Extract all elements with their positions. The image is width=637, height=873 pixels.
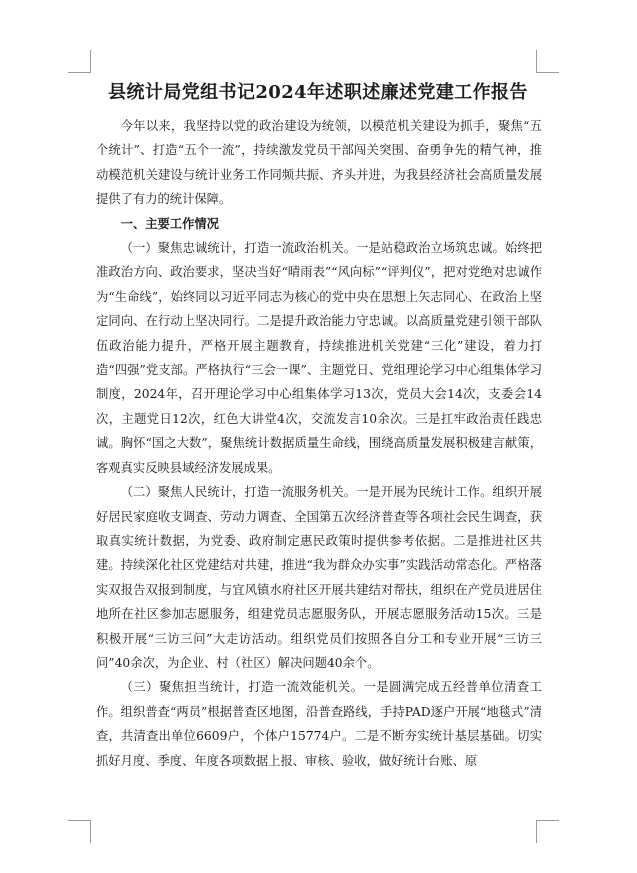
- paragraph-service-organ: （二）聚焦人民统计，打造一流服务机关。一是开展为民统计工作。组织开展好居民家庭收支调查、劳动力调查、全国第五次经济普查等各项社会民生调查，获取真实统计数据，为党委、政府制定惠民政策时提供参考依据。二是推进社区共建。持续深化社区党建结对共建，推进“我为群众办实事”实践活动常态化。严格落实双报告双报到制度，与宜风镇水府社区开展共建结对帮扶，组织在产党员进居住地所在社区参加志愿服务，组建党员志愿服务队，开展志愿服务活动15次。三是积极开展“三访三问”大走访活动。组织党员们按照各自分工和专业开展“三访三问”40余次，为企业、村（社区）解决问题40余个。: [96, 485, 542, 670]
- document-title: 县统计局党组书记2024年述职述廉述党建工作报告: [108, 82, 528, 103]
- paragraph-political-organ: （一）聚焦忠诚统计，打造一流政治机关。一是站稳政治立场筑忠诚。始终把准政治方向、政治要求，坚决当好“晴雨表”“风向标”“评判仪”，把对党绝对忠诚作为“生命线”，始终同以习近平同志为核心的党中央在思想上矢志同心、在政治上坚定同向、在行动上坚决同行。二是提升政治能力守忠诚。以高质量党建引领干部队伍政治能力提升，严格开展主题教育，持续推进机关党建“三化”建设，着力打造“四强”党支部。严格执行“三会一课”、主题党日、党组理论学习中心组集体学习制度，2024年，召开理论学习中心组集体学习13次，党员大会14次，支委会14次，主题党日12次，红色大讲堂4次，交流发言10余次。三是扛牢政治责任践忠诚。胸怀“国之大数”，聚焦统计数据质量生命线，围绕高质量发展积极建言献策，客观真实反映县域经济发展成果。: [96, 241, 542, 475]
- crop-mark-top-right: [536, 50, 559, 73]
- crop-mark-bottom-left: [68, 820, 91, 843]
- intro-paragraph: 今年以来，我坚持以党的政治建设为统领，以模范机关建设为抓手，聚焦“五个统计”、打造“五个一流”，持续激发党员干部闯关突围、奋勇争先的精气神，推动模范机关建设与统计业务工作同频共振、齐头并进，为我县经济社会高质量发展提供了有力的统计保障。: [96, 119, 542, 207]
- section-heading: 一、主要工作情况: [120, 215, 219, 231]
- paragraph-efficiency-organ: （三）聚焦担当统计，打造一流效能机关。一是圆满完成五经普单位清查工作。组织普查“两员”根据普查区地图，沿普查路线，手持PAD逐户开展“地毯式”清查，共清查出单位6609户，个体户15774户。二是不断夯实统计基层基础。切实抓好月度、季度、年度各项数据上报、审核、验收，做好统计台账、原: [96, 680, 542, 768]
- document-body: [96, 114, 542, 773]
- crop-mark-top-left: [68, 50, 91, 73]
- crop-mark-bottom-right: [536, 820, 559, 843]
